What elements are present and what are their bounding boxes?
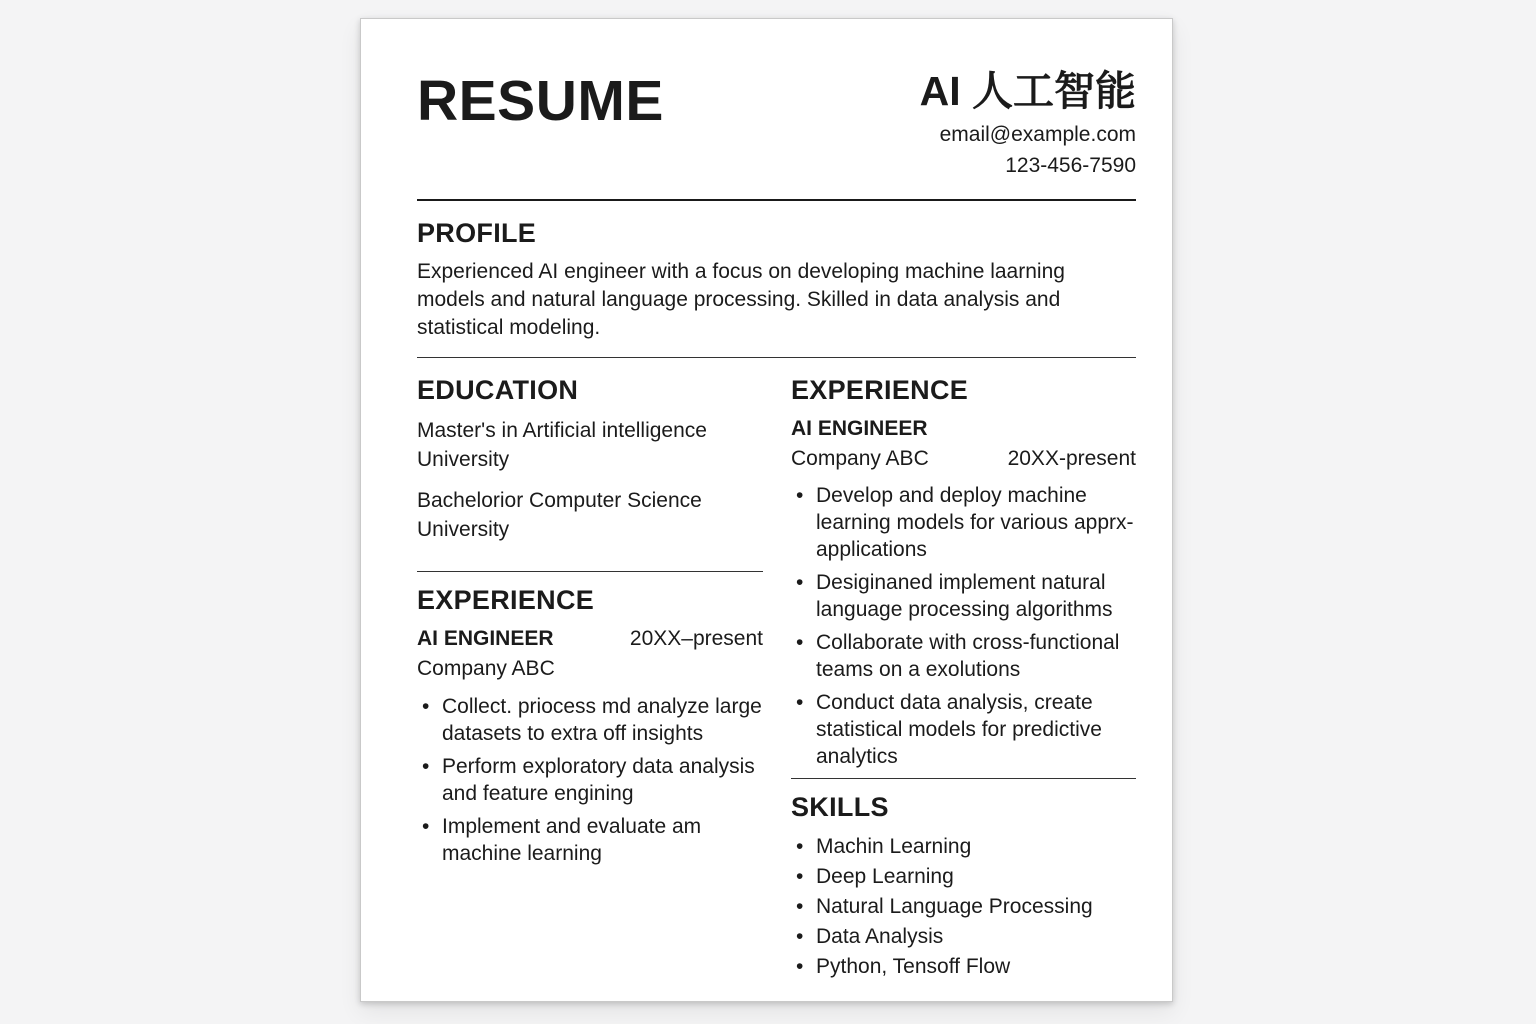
bullet-item: • Implement and evaluate am machine learning (417, 813, 763, 867)
skill-item: • Python, Tensoff Flow (791, 952, 1136, 981)
job-header-row (417, 627, 763, 651)
bullet-item: • Perform exploratory data analysis and feature engining (417, 753, 763, 807)
contact-email: email@example.com (939, 122, 1136, 146)
education-divider (417, 571, 763, 572)
job-header-row (791, 447, 1136, 471)
skill-item: • Data Analysis (791, 922, 1136, 951)
experience-left-bullets (417, 693, 763, 867)
profile-section (417, 218, 1136, 342)
bullet-item: • Conduct data analysis, create statistical models for predictive analytics (791, 689, 1136, 770)
company-name: Company ABC (791, 447, 929, 471)
skills-heading: SKILLS (791, 792, 889, 823)
degree-text: Master's in Artificial intelligence (417, 419, 707, 443)
job-dates: 20XX–present (629, 627, 763, 651)
experience-right-bullets (791, 482, 1136, 770)
profile-heading: PROFILE (417, 218, 537, 249)
school-text: University (417, 448, 510, 472)
job-title: AI ENGINEER (417, 627, 554, 651)
left-column (417, 375, 763, 981)
resume-title: RESUME (417, 69, 664, 133)
degree-text: Bachelorior Computer Science (417, 489, 702, 513)
skill-item: • Natural Language Processing (791, 892, 1136, 921)
right-column (791, 375, 1136, 981)
resume-header (417, 69, 1136, 177)
job-title: AI ENGINEER (791, 417, 928, 441)
skill-item: • Deep Learning (791, 862, 1136, 891)
company-name: Company ABC (417, 657, 555, 681)
education-heading: EDUCATION (417, 375, 579, 406)
education-entry (417, 486, 763, 544)
header-divider (417, 199, 1136, 201)
profile-divider (417, 357, 1136, 358)
experience-divider (791, 778, 1136, 779)
profile-text: Experienced AI engineer with a focus on developing machine laarning models and natural language processing. Skilled in data analysis and statistical modeling. (417, 260, 1065, 340)
education-entry (417, 416, 763, 474)
bullet-item: • Desiginaned implement natural language processing algorithms (791, 569, 1136, 623)
contact-block (920, 69, 1136, 177)
two-column-body (417, 375, 1136, 981)
contact-phone: 123-456-7590 (1005, 154, 1136, 177)
resume-page (360, 18, 1173, 1002)
experience-left-heading: EXPERIENCE (417, 585, 595, 616)
skills-list (791, 832, 1136, 981)
experience-right-heading: EXPERIENCE (791, 375, 969, 406)
candidate-name: AI 人工智能 (919, 68, 1136, 114)
job-dates: 20XX-present (1007, 447, 1136, 471)
school-text: University (417, 518, 510, 542)
bullet-item: • Collaborate with cross-functional teams on a exolutions (791, 629, 1136, 683)
bullet-item: • Collect. priocess md analyze large datasets to extra off insights (417, 693, 763, 747)
skill-item: • Machin Learning (791, 832, 1136, 861)
bullet-item: • Develop and deploy machine learning models for various apprx-applications (791, 482, 1136, 563)
